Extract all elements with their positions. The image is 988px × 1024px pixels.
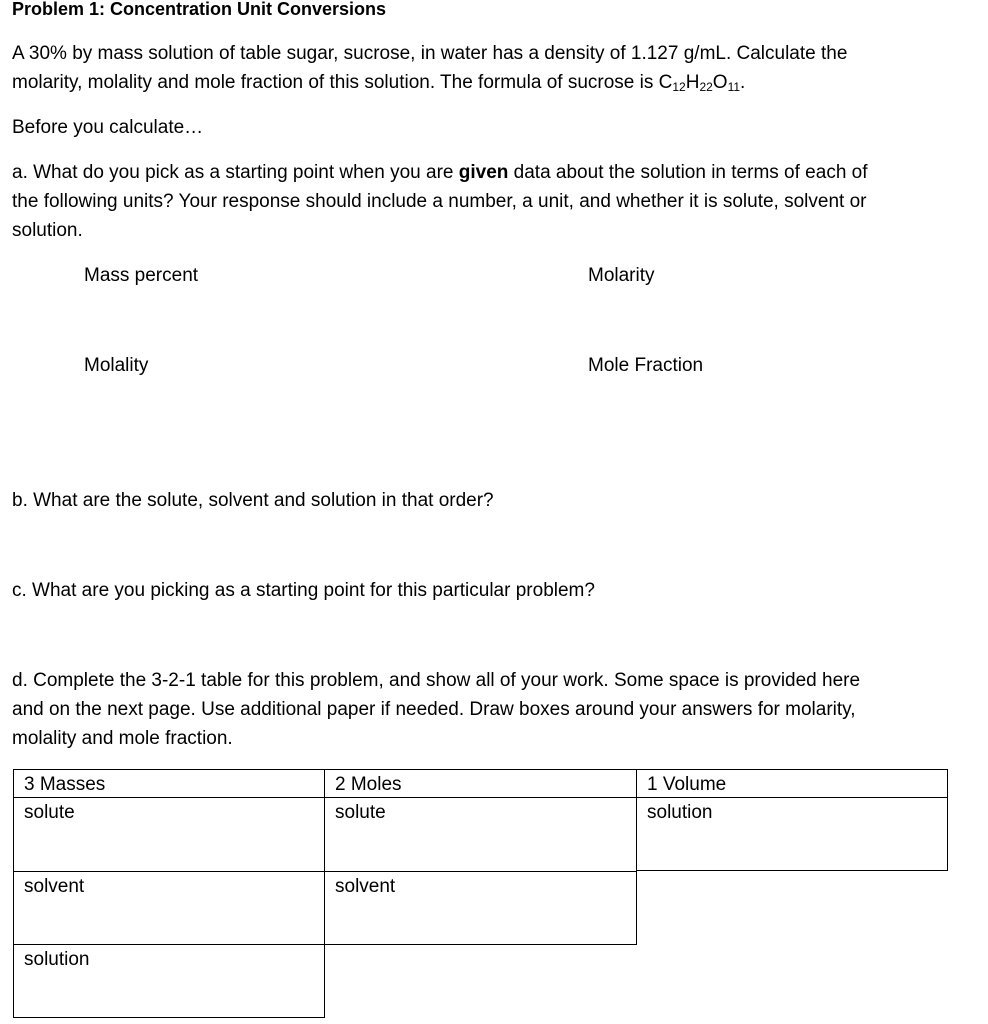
moles-solute-cell: solute [335, 802, 386, 823]
moles-column [324, 769, 637, 945]
part-b-question: b. What are the solute, solvent and solution in that order? [12, 490, 494, 511]
masses-solution-cell: solution [24, 949, 90, 970]
masses-column [13, 769, 325, 1018]
masses-solute-cell: solute [24, 802, 75, 823]
part-a-line-1-rest: data about the solution in terms of each of [508, 162, 868, 183]
volume-column [636, 769, 948, 871]
part-a-bold-given: given [458, 162, 509, 183]
part-a-line-3: solution. [12, 220, 83, 241]
masses-header: 3 Masses [24, 774, 106, 795]
before-calculate: Before you calculate… [12, 117, 204, 138]
volume-header: 1 Volume [647, 774, 727, 795]
moles-solvent-cell: solvent [335, 876, 396, 897]
oxygen-subscript: 11 [727, 80, 741, 94]
hydrogen-subscript: 22 [699, 80, 713, 94]
moles-header: 2 Moles [335, 774, 402, 795]
oxygen-symbol: O [712, 72, 728, 93]
part-a-prefix: a. What do you pick as a starting point when you are [12, 162, 459, 183]
hydrogen-symbol: H [685, 72, 700, 93]
unit-mole-fraction: Mole Fraction [588, 355, 704, 376]
part-a-line-1 [12, 158, 972, 187]
unit-molarity: Molarity [588, 265, 655, 286]
carbon-subscript: 12 [672, 80, 686, 94]
part-a-line-2: the following units? Your response should include a number, a unit, and whether it is solute, solvent or [12, 191, 867, 212]
intro-end-period: . [740, 72, 746, 93]
intro-line-1: A 30% by mass solution of table sugar, sucrose, in water has a density of 1.127 g/mL. Calculate the [12, 43, 848, 64]
part-d-line-3: molality and mole fraction. [12, 728, 233, 749]
intro-line-2 [12, 68, 972, 97]
intro-line-2-text: molarity, molality and mole fraction of this solution. The formula of sucrose is C [12, 72, 673, 93]
masses-solvent-cell: solvent [24, 876, 85, 897]
part-c-question: c. What are you picking as a starting point for this particular problem? [12, 580, 595, 601]
unit-molality: Molality [84, 355, 149, 376]
unit-mass-percent: Mass percent [84, 265, 199, 286]
volume-solution-cell: solution [647, 802, 713, 823]
problem-title: Problem 1: Concentration Unit Conversions [12, 0, 387, 19]
part-d-line-1: d. Complete the 3-2-1 table for this problem, and show all of your work. Some space is provided here [12, 670, 861, 691]
part-d-line-2: and on the next page. Use additional paper if needed. Draw boxes around your answers for molarity, [12, 699, 856, 720]
